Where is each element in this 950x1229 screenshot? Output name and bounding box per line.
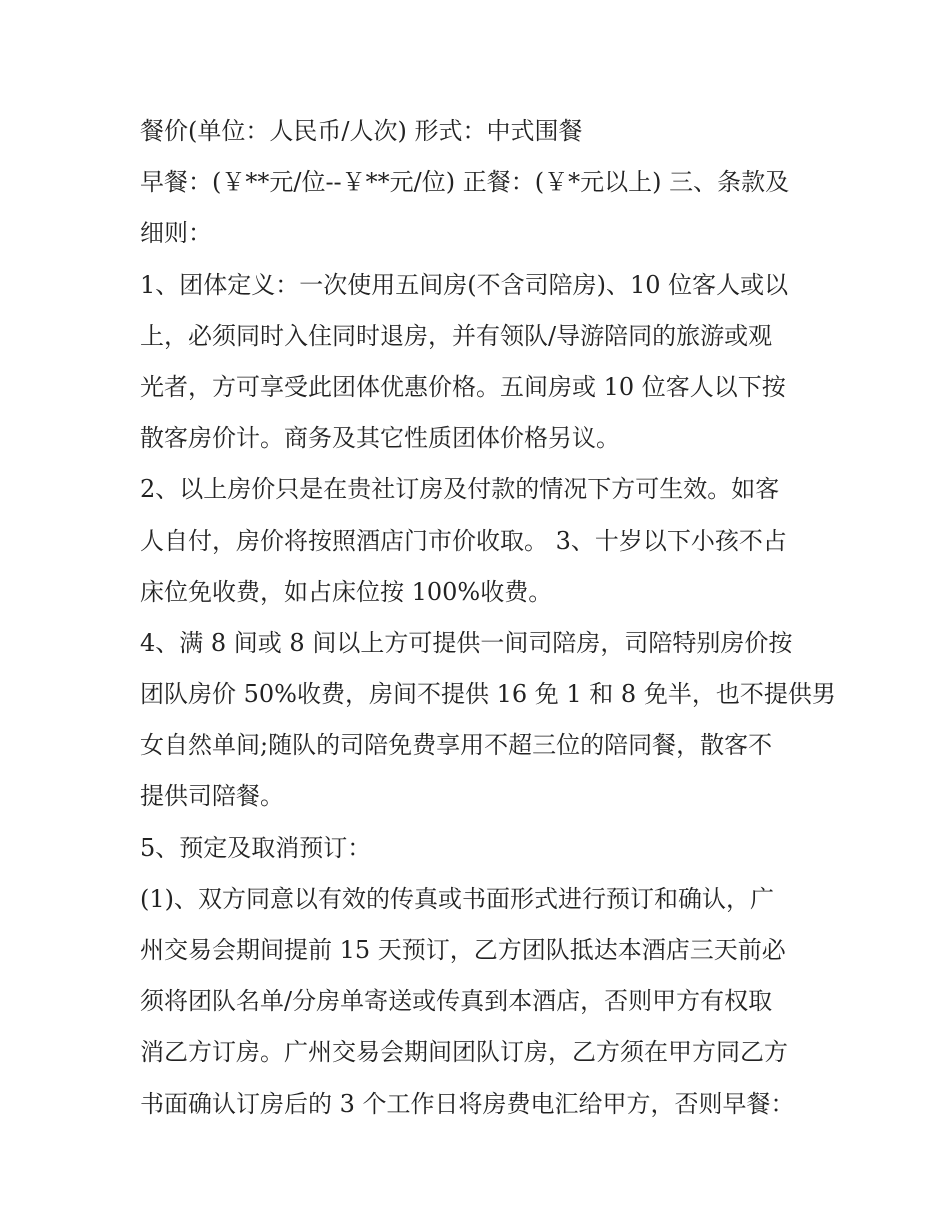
text-line: 餐价(单位：人民币/人次) 形式：中式围餐: [140, 117, 583, 145]
text-line: 床位免收费，如占床位按 100%收费。: [140, 577, 553, 606]
text-line: 女自然单间;随队的司陪免费享用不超三位的陪同餐，散客不: [140, 731, 773, 760]
text-line: 光者，方可享受此团体优惠价格。五间房或 10 位客人以下按: [140, 372, 786, 401]
text-line: 早餐：(￥**元/位--￥**元/位) 正餐：(￥*元以上) 三、条款及: [140, 168, 790, 197]
text-line: 细则：: [140, 219, 212, 248]
text-line: 团队房价 50%收费，房间不提供 16 免 1 和 8 免半，也不提供男: [140, 680, 836, 709]
text-line: 消乙方订房。广州交易会期间团队订房，乙方须在甲方同乙方: [140, 1038, 788, 1067]
document-body: [140, 106, 836, 1130]
text-line: 人自付，房价将按照酒店门市价收取。 3、十岁以下小孩不占: [140, 526, 787, 555]
text-line: 提供司陪餐。: [140, 782, 284, 811]
text-line: 州交易会期间提前 15 天预订，乙方团队抵达本酒店三天前必: [140, 936, 786, 964]
text-line: 须将团队名单/分房单寄送或传真到本酒店，否则甲方有权取: [140, 987, 773, 1016]
text-line: 2、以上房价只是在贵社订房及付款的情况下方可生效。如客: [140, 475, 780, 504]
text-line: 5、预定及取消预订：: [140, 833, 372, 862]
text-line: 上，必须同时入住同时退房，并有领队/导游陪同的旅游或观: [140, 321, 773, 350]
text-line: 散客房价计。商务及其它性质团体价格另议。: [140, 424, 620, 453]
text-line: (1)、双方同意以有效的传真或书面形式进行预订和确认，广: [140, 884, 774, 913]
text-line: 1、团体定义：一次使用五间房(不含司陪房)、10 位客人或以: [140, 270, 789, 299]
text-line: 4、满 8 间或 8 间以上方可提供一间司陪房，司陪特别房价按: [140, 628, 793, 657]
text-line: 书面确认订房后的 3 个工作日将房费电汇给甲方，否则早餐：: [140, 1089, 795, 1118]
